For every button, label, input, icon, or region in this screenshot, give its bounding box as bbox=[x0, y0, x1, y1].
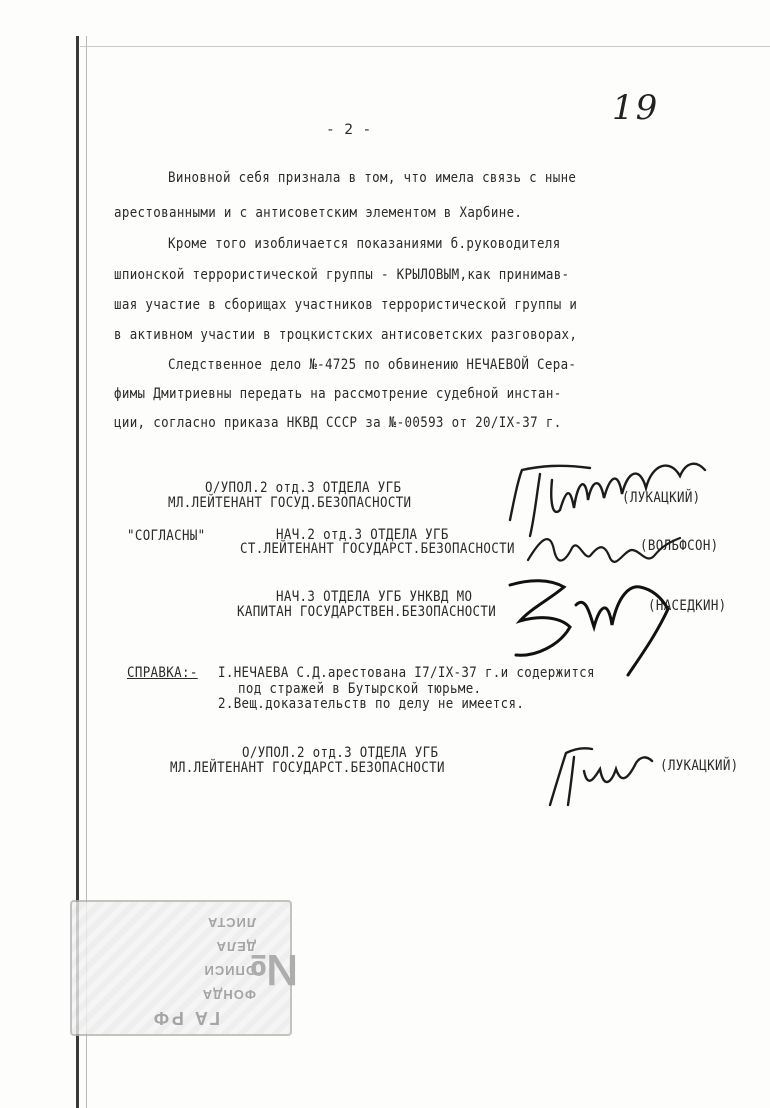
signature1-line1: О/УПОЛ.2 отд.3 ОТДЕЛА УГБ bbox=[205, 480, 402, 496]
archive-stamp bbox=[70, 900, 298, 1036]
signature3-name: (НАСЕДКИН) bbox=[648, 598, 727, 614]
signature1-name: (ЛУКАЦКИЙ) bbox=[622, 490, 701, 506]
signature1-line2: МЛ.ЛЕЙТЕНАНТ ГОСУД.БЕЗОПАСНОСТИ bbox=[168, 495, 412, 511]
archive-page-number: 19 bbox=[612, 88, 660, 128]
final-signature-line2: МЛ.ЛЕЙТЕНАНТ ГОСУДАРСТ.БЕЗОПАСНОСТИ bbox=[170, 760, 445, 776]
handwritten-signature-3 bbox=[490, 565, 690, 685]
stamp-row-sheet: ЛИСТА bbox=[206, 915, 256, 930]
stamp-row-inventory: ОПИСИ bbox=[203, 963, 256, 978]
body-line-7: Следственное дело №-4725 по обвинению НЕЧАЕВОЙ Сера- bbox=[168, 357, 577, 373]
signature3-line1: НАЧ.3 ОТДЕЛА УГБ УНКВД МО bbox=[276, 589, 473, 605]
signature2-name: (ВОЛЬФСОН) bbox=[640, 538, 719, 554]
body-line-1: Виновной себя признала в том, что имела связь с ныне bbox=[168, 170, 577, 186]
note-item1-line1: I.НЕЧАЕВА С.Д.арестована I7/IX-37 г.и содержится bbox=[218, 665, 595, 681]
final-signature-line1: О/УПОЛ.2 отд.3 ОТДЕЛА УГБ bbox=[242, 745, 439, 761]
body-line-2: арестованными и с антисоветским элементом в Харбине. bbox=[114, 205, 523, 221]
body-line-3: Кроме того изобличается показаниями б.руководителя bbox=[168, 236, 561, 252]
agreed-label: "СОГЛАСНЫ" bbox=[127, 528, 206, 544]
page-number: - 2 - bbox=[326, 122, 372, 138]
stamp-title: ГА РФ bbox=[150, 1008, 220, 1028]
note-label: СПРАВКА:- bbox=[127, 665, 198, 681]
final-signature-name: (ЛУКАЦКИЙ) bbox=[660, 758, 739, 774]
page-top-edge bbox=[80, 46, 770, 47]
body-line-9: ции, согласно приказа НКВД СССР за №-00593 от 20/IX-37 г. bbox=[114, 415, 562, 431]
body-line-4: шпионской террористической группы - КРЫЛОВЫМ,как принимав- bbox=[114, 267, 570, 283]
stamp-row-fund: ФОНДА bbox=[201, 987, 256, 1002]
signature2-line2: СТ.ЛЕЙТЕНАНТ ГОСУДАРСТ.БЕЗОПАСНОСТИ bbox=[240, 541, 515, 557]
signature3-line2: КАПИТАН ГОСУДАРСТВЕН.БЕЗОПАСНОСТИ bbox=[237, 604, 497, 620]
body-line-5: шая участие в сборищах участников террористической группы и bbox=[114, 297, 578, 313]
body-line-8: фимы Дмитриевны передать на рассмотрение судебной инстан- bbox=[114, 386, 562, 402]
body-line-6: в активном участии в троцкистских антисоветских разговорах, bbox=[114, 327, 578, 343]
signature2-line1: НАЧ.2 отд.3 ОТДЕЛА УГБ bbox=[276, 527, 449, 543]
note-item1-line2: под стражей в Бутырской тюрьме. bbox=[238, 681, 482, 697]
note-item2: 2.Вещ.доказательств по делу не имеется. bbox=[218, 696, 525, 712]
stamp-number-sign: № bbox=[248, 945, 298, 994]
stamp-row-file: ДЕЛА bbox=[215, 939, 256, 954]
handwritten-signature-4 bbox=[540, 735, 660, 815]
